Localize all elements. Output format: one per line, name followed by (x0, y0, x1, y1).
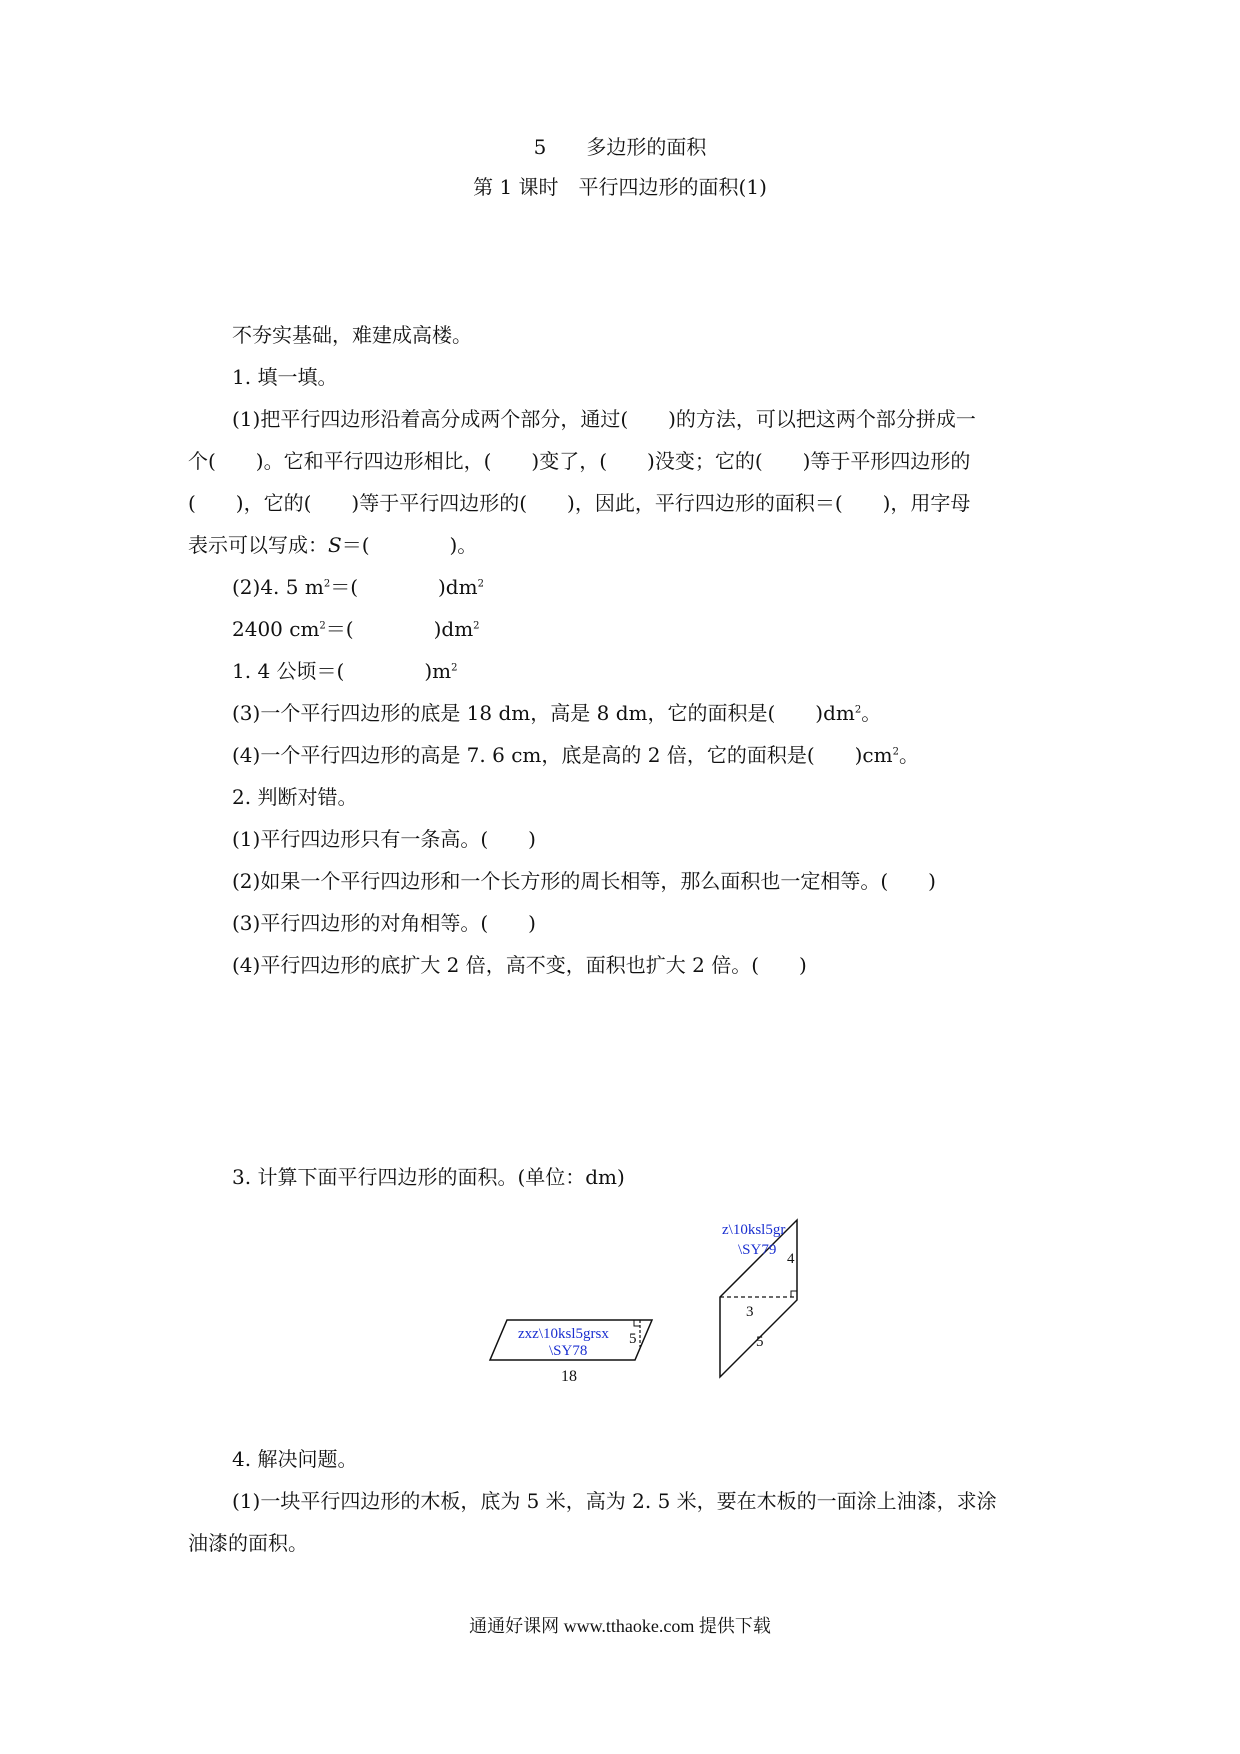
q2-a-sup2: 2 (477, 578, 484, 590)
section2-heading: 2. 判断对错。 (232, 785, 358, 809)
q2-b-sup2: 2 (473, 620, 480, 632)
judge-item-1: (1)平行四边形只有一条高。( ) (232, 827, 536, 851)
figure-2-mid-label: 3 (746, 1304, 754, 1320)
q1-line4-suffix: ＝( )。 (341, 533, 478, 557)
q2-line-c (232, 658, 457, 684)
q4-prefix: (4)一个平行四边形的高是 7. 6 cm，底是高的 2 倍，它的面积是( )cm (232, 743, 893, 767)
figure-1-shape (490, 1320, 652, 1360)
judge-item-4: (4)平行四边形的底扩大 2 倍，高不变，面积也扩大 2 倍。( ) (232, 953, 807, 977)
q1-line3: ( )，它的( )等于平行四边形的( )，因此，平行四边形的面积＝( )，用字母 (188, 491, 971, 515)
q1-area-variable: S (328, 533, 342, 557)
section3-heading: 3. 计算下面平行四边形的面积。(单位：dm) (232, 1165, 625, 1189)
q3-line (232, 700, 881, 726)
figure-2-right-angle (791, 1291, 797, 1297)
figure-1 (490, 1320, 652, 1385)
q2-b-mid: ＝( )dm (325, 617, 474, 641)
section1-heading: 1. 填一填。 (232, 365, 338, 389)
q1-line4 (188, 532, 477, 558)
q2-b-sup: 2 (319, 620, 326, 632)
judge-item-2: (2)如果一个平行四边形和一个长方形的周长相等，那么面积也一定相等。( ) (232, 869, 936, 893)
figure-1-label-1: zxz\10ksl5grsx (518, 1326, 609, 1342)
figure-2-shape (720, 1220, 797, 1377)
q2-a-sup: 2 (323, 578, 331, 590)
q1-line2: 个( )。它和平行四边形相比，( )变了，( )没变；它的( )等于平形四边形的 (188, 449, 971, 473)
q2-a-mid: ＝( )dm (330, 575, 478, 599)
footer: 通通好课网 www.tthaoke.com 提供下载 (469, 1616, 771, 1636)
q2-b-prefix: 2400 cm (232, 617, 320, 641)
figure-2-side-label: 4 (787, 1251, 795, 1267)
motto: 不夯实基础，难建成高楼。 (232, 323, 472, 347)
problem-line-2: 油漆的面积。 (188, 1531, 308, 1555)
problem-line-1: (1)一块平行四边形的木板，底为 5 米，高为 2. 5 米，要在木板的一面涂上油漆，求涂 (232, 1489, 997, 1513)
q1-line1: (1)把平行四边形沿着高分成两个部分，通过( )的方法，可以把这两个部分拼成一 (232, 407, 976, 431)
q2-line-b (232, 616, 480, 642)
q3-prefix: (3)一个平行四边形的底是 18 dm，高是 8 dm，它的面积是( )dm (232, 701, 855, 725)
lesson-title: 第 1 课时 平行四边形的面积(1) (473, 175, 767, 199)
figure-1-base-label: 18 (561, 1368, 577, 1385)
figure-2-label-1: z\10ksl5gr (722, 1222, 786, 1238)
judge-item-3: (3)平行四边形的对角相等。( ) (232, 911, 536, 935)
figure-1-label-2: \SY78 (549, 1343, 588, 1359)
q1-line4-prefix: 表示可以写成： (188, 533, 328, 557)
q2-c-sup: 2 (451, 662, 458, 674)
figure-2-slant-label: 5 (756, 1334, 764, 1350)
q4-sup: 2 (892, 746, 899, 758)
q4-suffix: 。 (898, 743, 919, 767)
q4-line (232, 742, 919, 768)
q3-sup: 2 (854, 704, 862, 716)
q2-a-prefix: (2)4. 5 m (232, 575, 324, 599)
section4-heading: 4. 解决问题。 (232, 1447, 358, 1471)
figure-1-height-label: 5 (629, 1331, 637, 1347)
q3-suffix: 。 (861, 701, 882, 725)
figure-1-right-angle (634, 1320, 640, 1326)
chapter-title: 5 多边形的面积 (533, 135, 707, 159)
figure-2-label-2: \SY79 (738, 1242, 777, 1258)
figure-2 (720, 1220, 797, 1377)
q2-line-a (232, 574, 484, 600)
q2-c-prefix: 1. 4 公顷＝( )m (232, 659, 452, 683)
